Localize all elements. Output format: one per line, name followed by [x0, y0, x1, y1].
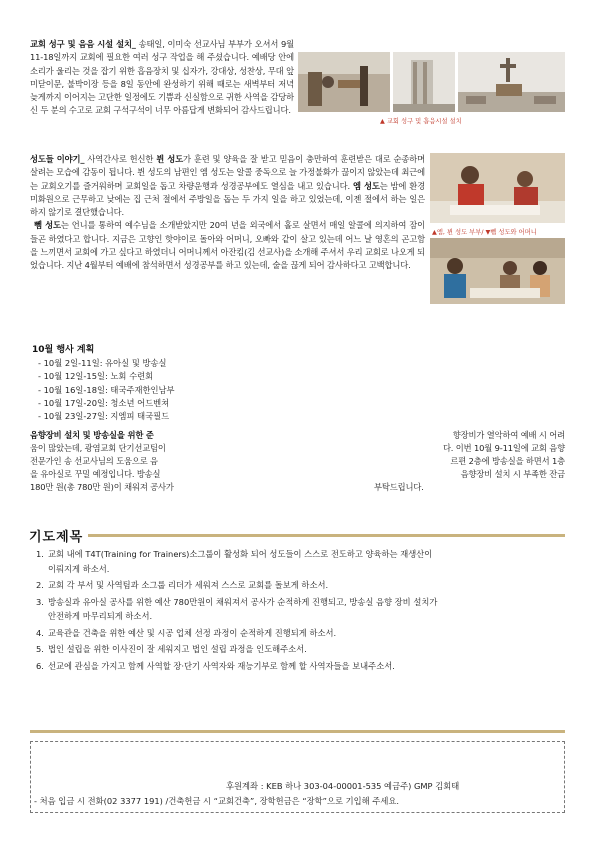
- members-text: 사역간사로 헌신한: [84, 154, 157, 164]
- prayer-text: 안전하게 마무리되게 하소서.: [48, 611, 153, 621]
- prayer-item: [36, 659, 556, 674]
- members-text: 는 밤에 환경미화원으로 근무하고 낮에는 집 근처 절에서 주방일을 돕는 두 가지 일을 하고 있었는데, 이젠 절에서 하는 일은 하지 않기로 결단했습니다.: [30, 180, 425, 218]
- prayer-number: 3.: [36, 596, 44, 607]
- sound-text: 움이 많았는데, 광염교회 단기선교팀이: [30, 443, 166, 453]
- members-section: [30, 153, 425, 273]
- event-item: - 10월 16일-18일: 태국주재한인남부: [38, 384, 175, 397]
- sound-text: 전문가인 송 선교사님의 도움으로 음: [30, 456, 158, 466]
- facility-heading: 교회 성구 및 음음 시설 설치_: [30, 39, 136, 49]
- facility-caption: ▲ 교회 성구 및 흡음시설 설치: [380, 118, 462, 125]
- prayer-item: [36, 578, 556, 593]
- footer-divider: [30, 730, 565, 733]
- members-photo-1: [430, 153, 565, 223]
- prayer-item: [36, 642, 556, 657]
- event-item: - 10월 12일-15일: 노회 수련회: [38, 370, 175, 383]
- prayer-text: 선교에 관심을 가지고 함께 사역할 장·단기 사역자와 재능기부로 함께 할 사역자들을 보내주소서.: [48, 660, 395, 671]
- facility-section: [30, 38, 294, 118]
- event-item: - 10월 23일-27일: 지엠피 태국필드: [38, 410, 175, 423]
- member-name-em: 엠 성도: [352, 180, 380, 191]
- members-heading: 성도들 이야기_: [30, 154, 85, 164]
- donation-account: 후원계좌 : KEB 하나 303-04-00001-535 예금주) GMP 김회태: [226, 781, 460, 791]
- members-photo-2: [430, 238, 565, 304]
- sound-text: 부탁드립니다.: [374, 482, 424, 492]
- sound-text: 르편 2층에 방송실을 하면서 1층: [450, 456, 565, 466]
- event-item: - 10월 2일-11일: 유아실 및 방송실: [38, 357, 175, 370]
- prayer-text: 이뤄지게 하소서.: [48, 563, 110, 574]
- facility-photo-2: [393, 52, 455, 112]
- prayer-divider: [88, 534, 565, 537]
- events-title: 10월 행사 계획: [32, 345, 95, 355]
- prayer-item: [36, 547, 556, 576]
- members-caption: ▲엠, 뷘 성도 부부/ ▼뻼 성도와 어머니: [432, 229, 537, 236]
- prayer-list: [36, 547, 556, 675]
- prayer-text: 방송실과 유아실 공사를 위한 예산 780만원이 채워져서 공사가 순적하게 진행되고, 방송실 음향 장비 설치가: [48, 596, 438, 607]
- prayer-number: 1.: [36, 549, 44, 559]
- facility-body: 송태일, 이미숙 선교사님 부부가 오셔서 9월 11-18일까지 교회에 필요한 여러 성구 작업을 해 주셨습니다. 예배당 안에 소리가 울리는 것을 잡기 위한 흡음장치 및 십자가, 강대상, 성찬상, 무대 앞 미닫이문, 불박이장 등을 8일 동안에 완성하기 위해 때로는 새벽부터 저녁 늦게까지 이어지는 고단한 일정에도 기쁨과 신실함으로 귀한 사역을 감당하신 두 분의 수고로 교회 구석구석이 너무 아름답게 변화되어 감사드립니다.: [30, 39, 294, 116]
- facility-photo-1: [298, 52, 390, 112]
- prayer-text: 교육관을 건축을 위한 예산 및 시공 업체 선정 과정이 순적하게 진행되게 하소서.: [48, 627, 337, 638]
- donation-note: - 처음 입금 시 전화(02 3377 191) /건축헌금 시 “교회건축”, 장학헌금은 “장학”으로 기입해 주세요.: [34, 796, 399, 806]
- sound-heading: 음향장비 설치 및 방송실을 위한 준: [30, 430, 154, 440]
- facility-photo-3: [458, 52, 565, 112]
- member-name-pem: 뻼 성도: [34, 220, 61, 231]
- sound-text: 180만 원(총 780만 원)이 채워져 공사가: [30, 482, 174, 492]
- sound-text: 다. 이번 10월 9-11일에 교회 음향: [442, 443, 565, 453]
- prayer-number: 6.: [36, 660, 44, 671]
- sound-text: 음향장비 설치 시 부족한 잔금: [460, 469, 565, 479]
- sound-section: [30, 429, 565, 494]
- sound-text: 을 유아실로 꾸밀 예정입니다. 방송실: [30, 469, 161, 479]
- prayer-number: 2.: [36, 580, 44, 590]
- prayer-number: 4.: [36, 627, 44, 638]
- events-list: [38, 357, 175, 423]
- prayer-text: 교회 각 부서 및 사역팀과 소그룹 리더가 세워져 스스로 교회를 돌보게 하소서.: [48, 580, 329, 590]
- sound-text: 향장비가 열악하여 예배 시 어려: [452, 430, 565, 440]
- members-text: 는 언니를 통하여 예수님을 소개받았지만 20여 년을 외국에서 홀로 살면서 매일 알콜에 의지하여 잠이 들곤 하였다고 합니다. 지금은 고향인 핫야이로 돌아와 어머니, 오빠와 같이 살고 있는데 어느 날 영혼의 곤고함을 느끼면서 교회에 가고 싶다고 하였더니 어머니께서 아잔킴(김 선교사)을 소개해 주셔서 우리 교회로 나오게 되었습니다. 지난 4월부터 예배에 참석하면서 성경공부를 하고 있는데, 술을 끊게 되어 감사하다고 고백합니다.: [30, 220, 425, 271]
- prayer-number: 5.: [36, 644, 44, 654]
- prayer-text: 교회 내에 T4T(Training for Trainers)소그룹이 활성화 되어 성도들이 스스로 전도하고 양육하는 재생산이: [48, 549, 433, 559]
- prayer-item: [36, 626, 556, 641]
- event-item: - 10월 17일-20일: 청소년 어드벤쳐: [38, 397, 175, 410]
- prayer-heading: 기도제목: [29, 530, 84, 545]
- member-name-vin: 뷘 성도: [156, 154, 184, 164]
- members-text: 가 훈련 및 양육을 잘 받고 믿음이 충만하여 훈련받은 대로 순종하며 살려는 모습에 감동이 됩니다. 뷘 성도의 남편인 엠 성도는 알콜 중독으로 늘 가정불화가 끊이지 않았는데 최근에는 교회오기를 즐거워하며 교회일을 돕고 차량운행과 성경공부에도 열심을 내고 있습니다.: [30, 154, 425, 191]
- prayer-item: [36, 595, 556, 624]
- prayer-text: 법인 설립을 위한 이사진이 잘 세워지고 법인 설립 과정을 인도해주소서.: [48, 644, 307, 654]
